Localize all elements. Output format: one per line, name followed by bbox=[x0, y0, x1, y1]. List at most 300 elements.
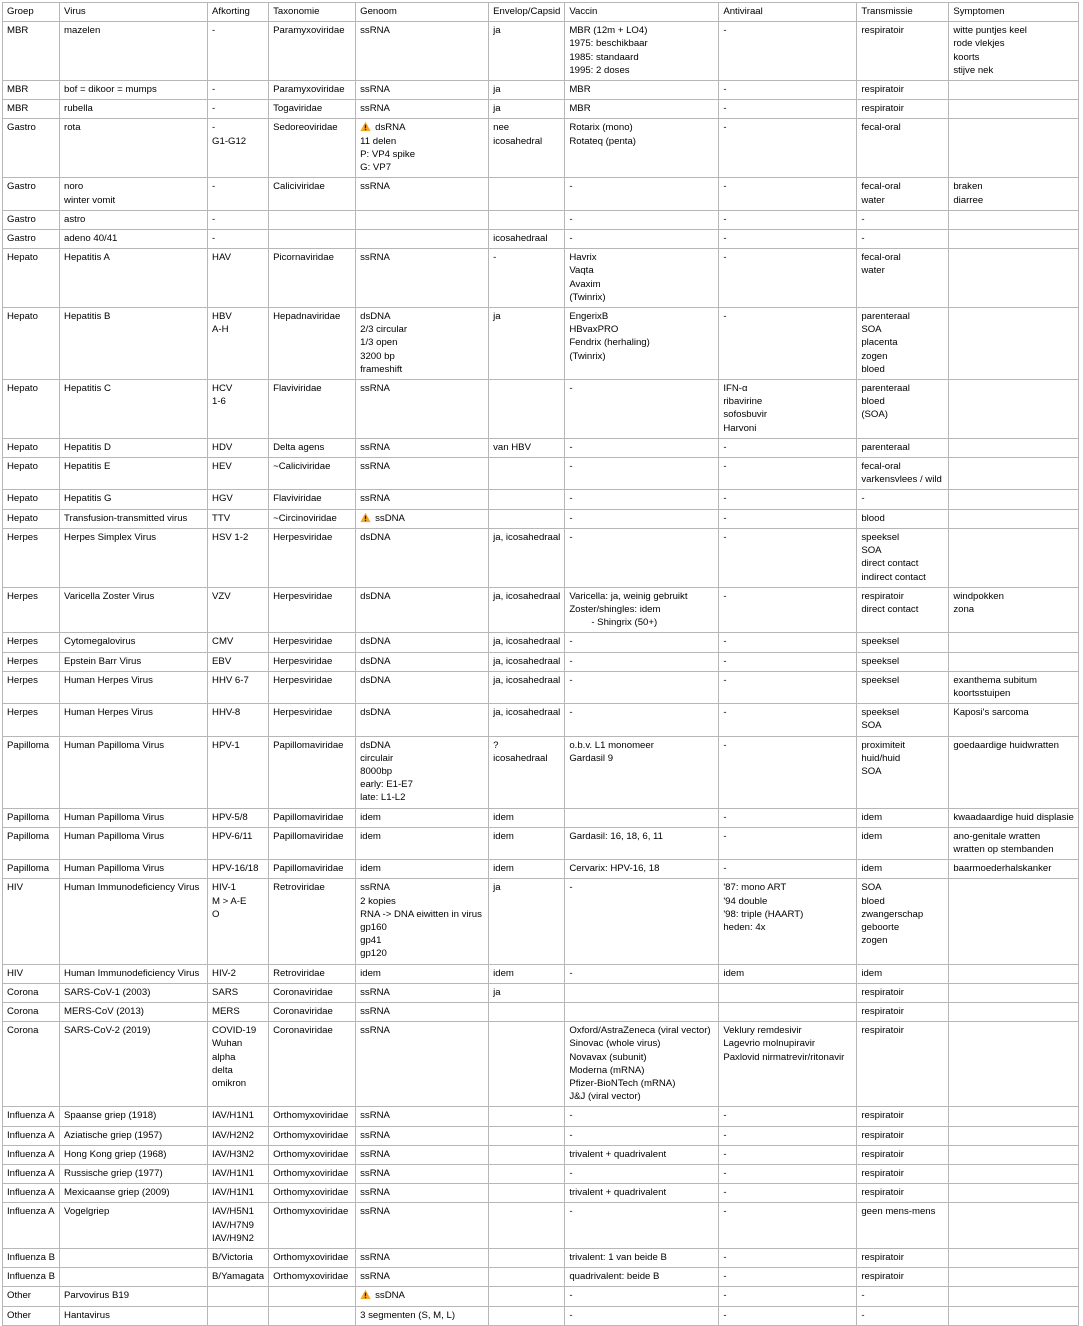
cell-symptoms bbox=[949, 230, 1079, 249]
cell-virus bbox=[60, 1107, 208, 1126]
cell-line: Papilloma bbox=[7, 830, 50, 842]
virus-table-container bbox=[2, 2, 1079, 1326]
cell-line: Influenza B bbox=[7, 1252, 56, 1264]
cell-line: - bbox=[569, 233, 573, 245]
cell-line: Influenza A bbox=[7, 1148, 55, 1160]
cell-line: winter vomit bbox=[64, 194, 116, 206]
cell-antiviral bbox=[719, 509, 857, 528]
cell-line: Herpes bbox=[7, 636, 38, 648]
cell-line: 11 delen bbox=[360, 135, 397, 147]
cell-line: Hepato bbox=[7, 252, 38, 264]
cell-line: - bbox=[723, 512, 727, 524]
cell-line: rode vlekjes bbox=[953, 38, 1005, 50]
column-header-antiviral: Antiviraal bbox=[719, 3, 857, 22]
cell-line: - bbox=[212, 233, 216, 245]
cell-group bbox=[3, 438, 60, 457]
cell-line: HAV bbox=[212, 252, 232, 264]
cell-line: Coronaviridae bbox=[273, 1025, 333, 1037]
cell-group bbox=[3, 119, 60, 178]
cell-line: Oxford/AstraZeneca (viral vector) bbox=[569, 1025, 711, 1037]
cell-genome bbox=[356, 178, 489, 210]
cell-genome bbox=[356, 438, 489, 457]
cell-abbreviation bbox=[208, 1184, 269, 1203]
cell-line: Other bbox=[7, 1290, 31, 1302]
cell-line: respiratoir bbox=[861, 1005, 904, 1017]
cell-genome bbox=[356, 736, 489, 808]
cell-transmission bbox=[857, 1287, 949, 1306]
cell-antiviral bbox=[719, 1107, 857, 1126]
cell-genome bbox=[356, 1107, 489, 1126]
cell-line: - bbox=[569, 181, 573, 193]
cell-virus bbox=[60, 1002, 208, 1021]
cell-genome bbox=[356, 964, 489, 983]
cell-vaccine bbox=[565, 1287, 719, 1306]
cell-line: CMV bbox=[212, 636, 234, 648]
cell-genome bbox=[356, 1184, 489, 1203]
cell-taxonomy bbox=[269, 652, 356, 671]
cell-group bbox=[3, 528, 60, 587]
table-row bbox=[3, 1184, 1079, 1203]
cell-line: - bbox=[569, 882, 573, 894]
cell-line: Transfusion-transmitted virus bbox=[64, 512, 188, 524]
cell-envelope-capsid bbox=[489, 1184, 565, 1203]
cell-line: - bbox=[723, 811, 727, 823]
cell-abbreviation bbox=[208, 1249, 269, 1268]
cell-transmission bbox=[857, 983, 949, 1002]
cell-line: Rotarix (mono) bbox=[569, 122, 633, 134]
cell-line: dsDNA bbox=[360, 674, 391, 686]
table-row bbox=[3, 964, 1079, 983]
cell-line: varkensvlees / wild bbox=[861, 474, 942, 486]
cell-taxonomy bbox=[269, 671, 356, 703]
table-row bbox=[3, 1107, 1079, 1126]
cell-transmission bbox=[857, 860, 949, 879]
cell-genome bbox=[356, 704, 489, 736]
cell-line: Flaviviridae bbox=[273, 383, 322, 395]
cell-line: - bbox=[569, 461, 573, 473]
cell-antiviral bbox=[719, 860, 857, 879]
cell-line: Mexicaanse griep (2009) bbox=[64, 1187, 170, 1199]
cell-virus bbox=[60, 1268, 208, 1287]
cell-line: IAV/H2N2 bbox=[212, 1129, 254, 1141]
cell-symptoms bbox=[949, 704, 1079, 736]
cell-transmission bbox=[857, 308, 949, 380]
cell-virus bbox=[60, 633, 208, 652]
cell-line: bloed bbox=[861, 396, 885, 408]
warning-icon bbox=[360, 1289, 371, 1300]
cell-line: Orthomyxoviridae bbox=[273, 1110, 349, 1122]
cell-line: EngerixB bbox=[569, 311, 609, 323]
cell-virus bbox=[60, 100, 208, 119]
cell-line: IAV/H3N2 bbox=[212, 1148, 254, 1160]
cell-line: idem bbox=[360, 967, 381, 979]
cell-antiviral bbox=[719, 1287, 857, 1306]
table-row bbox=[3, 983, 1079, 1002]
cell-line: - bbox=[723, 1206, 727, 1218]
cell-symptoms bbox=[949, 100, 1079, 119]
cell-genome bbox=[356, 1022, 489, 1107]
cell-envelope-capsid bbox=[489, 1249, 565, 1268]
cell-antiviral bbox=[719, 210, 857, 229]
cell-line: Influenza A bbox=[7, 1129, 55, 1141]
cell-line: geen mens-mens bbox=[861, 1206, 936, 1218]
cell-line: '87: mono ART bbox=[723, 882, 787, 894]
cell-antiviral bbox=[719, 1203, 857, 1249]
cell-virus bbox=[60, 860, 208, 879]
cell-taxonomy bbox=[269, 704, 356, 736]
cell-line: speeksel bbox=[861, 531, 900, 543]
cell-line: circulair bbox=[360, 752, 394, 764]
column-header-envelope-capsid: Envelop/Capsid bbox=[489, 3, 565, 22]
cell-virus bbox=[60, 81, 208, 100]
cell-line: ssRNA bbox=[360, 1187, 390, 1199]
cell-line: Corona bbox=[7, 1005, 39, 1017]
cell-vaccine bbox=[565, 1107, 719, 1126]
cell-transmission bbox=[857, 1268, 949, 1287]
cell-line: - bbox=[723, 252, 727, 264]
cell-line: koorts bbox=[953, 51, 980, 63]
cell-line: Gardasil: 16, 18, 6, 11 bbox=[569, 830, 663, 842]
cell-line: - bbox=[569, 383, 573, 395]
cell-antiviral bbox=[719, 528, 857, 587]
cell-virus bbox=[60, 879, 208, 964]
cell-taxonomy bbox=[269, 1002, 356, 1021]
column-header-genome: Genoom bbox=[356, 3, 489, 22]
cell-line: Lagevrio molnupiravir bbox=[723, 1038, 816, 1050]
cell-abbreviation bbox=[208, 1306, 269, 1325]
cell-line: HSV 1-2 bbox=[212, 531, 249, 543]
cell-transmission bbox=[857, 178, 949, 210]
cell-line: trivalent + quadrivalent bbox=[569, 1148, 667, 1160]
cell-group bbox=[3, 827, 60, 859]
cell-line: - bbox=[723, 213, 727, 225]
cell-line: Orthomyxoviridae bbox=[273, 1129, 349, 1141]
cell-line: Cytomegalovirus bbox=[64, 636, 136, 648]
cell-line: trivalent + quadrivalent bbox=[569, 1187, 667, 1199]
cell-envelope-capsid bbox=[489, 827, 565, 859]
cell-line: speeksel bbox=[861, 674, 900, 686]
cell-symptoms bbox=[949, 178, 1079, 210]
cell-vaccine bbox=[565, 1126, 719, 1145]
cell-virus bbox=[60, 249, 208, 308]
column-header-virus: Virus bbox=[60, 3, 208, 22]
cell-antiviral bbox=[719, 671, 857, 703]
cell-line: Hepato bbox=[7, 461, 38, 473]
cell-line: - bbox=[569, 967, 573, 979]
cell-line: zwangerschap bbox=[861, 908, 924, 920]
cell-line: Gastro bbox=[7, 181, 36, 193]
cell-line: gp160 bbox=[360, 921, 387, 933]
cell-symptoms bbox=[949, 249, 1079, 308]
cell-line: G: VP7 bbox=[360, 162, 392, 174]
cell-line: frameshift bbox=[360, 363, 403, 375]
table-row bbox=[3, 808, 1079, 827]
table-row bbox=[3, 528, 1079, 587]
cell-line: - bbox=[861, 1309, 865, 1321]
table-row bbox=[3, 490, 1079, 509]
cell-envelope-capsid bbox=[489, 860, 565, 879]
cell-line: respiratoir bbox=[861, 1187, 904, 1199]
cell-line: idem bbox=[493, 863, 514, 875]
cell-line: nee bbox=[493, 122, 510, 134]
cell-line: ja, icosahedraal bbox=[493, 707, 561, 719]
cell-line: - bbox=[569, 1110, 573, 1122]
cell-line: idem bbox=[493, 811, 514, 823]
cell-vaccine bbox=[565, 1145, 719, 1164]
cell-line: idem bbox=[360, 830, 381, 842]
table-row bbox=[3, 1249, 1079, 1268]
cell-envelope-capsid bbox=[489, 879, 565, 964]
cell-taxonomy bbox=[269, 1145, 356, 1164]
cell-envelope-capsid bbox=[489, 1287, 565, 1306]
cell-taxonomy bbox=[269, 509, 356, 528]
cell-line: ssRNA bbox=[360, 103, 390, 115]
cell-antiviral bbox=[719, 1268, 857, 1287]
cell-line: Herpes bbox=[7, 674, 38, 686]
table-row bbox=[3, 736, 1079, 808]
cell-abbreviation bbox=[208, 808, 269, 827]
cell-antiviral bbox=[719, 983, 857, 1002]
cell-line: Hepatitis A bbox=[64, 252, 110, 264]
cell-vaccine bbox=[565, 230, 719, 249]
cell-line: ssRNA bbox=[360, 1168, 390, 1180]
cell-line: Gastro bbox=[7, 233, 36, 245]
cell-line: respiratoir bbox=[861, 1129, 904, 1141]
cell-line: ~Circinoviridae bbox=[273, 512, 337, 524]
cell-line: MBR bbox=[7, 25, 29, 37]
cell-taxonomy bbox=[269, 1165, 356, 1184]
cell-abbreviation bbox=[208, 879, 269, 964]
cell-taxonomy bbox=[269, 458, 356, 490]
cell-envelope-capsid bbox=[489, 633, 565, 652]
cell-envelope-capsid bbox=[489, 100, 565, 119]
cell-symptoms bbox=[949, 1184, 1079, 1203]
cell-virus bbox=[60, 587, 208, 633]
cell-line: respiratoir bbox=[861, 84, 904, 96]
cell-line: respiratoir bbox=[861, 103, 904, 115]
cell-line: Orthomyxoviridae bbox=[273, 1187, 349, 1199]
cell-transmission bbox=[857, 380, 949, 439]
cell-line: Hepato bbox=[7, 383, 38, 395]
cell-envelope-capsid bbox=[489, 1022, 565, 1107]
cell-virus bbox=[60, 119, 208, 178]
cell-line: Moderna (mRNA) bbox=[569, 1064, 645, 1076]
cell-transmission bbox=[857, 22, 949, 81]
cell-taxonomy bbox=[269, 1107, 356, 1126]
table-row bbox=[3, 827, 1079, 859]
cell-line: ssRNA bbox=[360, 1110, 390, 1122]
column-header-symptoms: Symptomen bbox=[949, 3, 1079, 22]
table-row bbox=[3, 652, 1079, 671]
cell-line: rubella bbox=[64, 103, 93, 115]
cell-line: ja bbox=[493, 986, 501, 998]
cell-symptoms bbox=[949, 528, 1079, 587]
cell-envelope-capsid bbox=[489, 1203, 565, 1249]
cell-line: ssRNA bbox=[360, 1148, 390, 1160]
cell-symptoms bbox=[949, 671, 1079, 703]
cell-antiviral bbox=[719, 1249, 857, 1268]
cell-abbreviation bbox=[208, 1165, 269, 1184]
cell-line: SOA bbox=[861, 720, 882, 732]
table-row bbox=[3, 879, 1079, 964]
cell-group bbox=[3, 879, 60, 964]
cell-line: respiratoir bbox=[861, 986, 904, 998]
cell-antiviral bbox=[719, 230, 857, 249]
cell-genome bbox=[356, 1165, 489, 1184]
cell-line: '98: triple (HAART) bbox=[723, 908, 804, 920]
cell-taxonomy bbox=[269, 249, 356, 308]
cell-group bbox=[3, 230, 60, 249]
cell-antiviral bbox=[719, 119, 857, 178]
cell-symptoms bbox=[949, 736, 1079, 808]
cell-abbreviation bbox=[208, 380, 269, 439]
cell-line: fecal-oral bbox=[861, 122, 901, 134]
cell-group bbox=[3, 1107, 60, 1126]
cell-genome bbox=[356, 1145, 489, 1164]
cell-line: zogen bbox=[861, 350, 888, 362]
cell-line: - bbox=[723, 1252, 727, 1264]
cell-transmission bbox=[857, 509, 949, 528]
cell-group bbox=[3, 1306, 60, 1325]
cell-line: Human Papilloma Virus bbox=[64, 739, 165, 751]
cell-line: ssRNA bbox=[360, 252, 390, 264]
cell-genome bbox=[356, 210, 489, 229]
cell-line: - bbox=[723, 84, 727, 96]
cell-line: water bbox=[861, 194, 885, 206]
cell-group bbox=[3, 1126, 60, 1145]
cell-line: - bbox=[723, 493, 727, 505]
cell-symptoms bbox=[949, 1306, 1079, 1325]
cell-symptoms bbox=[949, 879, 1079, 964]
column-header-abbreviation: Afkorting bbox=[208, 3, 269, 22]
cell-genome bbox=[356, 1126, 489, 1145]
cell-line: Paramyxoviridae bbox=[273, 84, 345, 96]
cell-vaccine bbox=[565, 964, 719, 983]
table-row bbox=[3, 81, 1079, 100]
cell-line: Influenza A bbox=[7, 1168, 55, 1180]
cell-line: ssRNA bbox=[360, 441, 390, 453]
cell-line: Parvovirus B19 bbox=[64, 1290, 130, 1302]
cell-line: quadrivalent: beide B bbox=[569, 1271, 660, 1283]
cell-envelope-capsid bbox=[489, 308, 565, 380]
cell-antiviral bbox=[719, 308, 857, 380]
cell-line: kwaadaardige huid displasie bbox=[953, 811, 1074, 823]
cell-antiviral bbox=[719, 81, 857, 100]
cell-line: J&J (viral vector) bbox=[569, 1091, 641, 1103]
cell-genome bbox=[356, 81, 489, 100]
cell-transmission bbox=[857, 1107, 949, 1126]
cell-line: - bbox=[569, 636, 573, 648]
cell-line: indirect contact bbox=[861, 571, 926, 583]
cell-line: idem bbox=[493, 967, 514, 979]
cell-virus bbox=[60, 652, 208, 671]
cell-line: idem bbox=[360, 811, 381, 823]
cell-genome bbox=[356, 827, 489, 859]
cell-transmission bbox=[857, 1165, 949, 1184]
cell-line: respiratoir bbox=[861, 25, 904, 37]
cell-line: Herpes bbox=[7, 707, 38, 719]
cell-antiviral bbox=[719, 100, 857, 119]
table-row bbox=[3, 458, 1079, 490]
table-row bbox=[3, 1126, 1079, 1145]
cell-line: ssDNA bbox=[360, 512, 484, 525]
cell-transmission bbox=[857, 210, 949, 229]
cell-group bbox=[3, 490, 60, 509]
cell-line: Zoster/shingles: idem bbox=[569, 603, 661, 615]
cell-envelope-capsid bbox=[489, 22, 565, 81]
cell-line: - bbox=[723, 674, 727, 686]
cell-envelope-capsid bbox=[489, 230, 565, 249]
virus-overview-table bbox=[2, 2, 1079, 1326]
cell-line: zona bbox=[953, 603, 975, 615]
cell-vaccine bbox=[565, 1249, 719, 1268]
cell-line: - bbox=[723, 1271, 727, 1283]
cell-genome bbox=[356, 308, 489, 380]
cell-vaccine bbox=[565, 652, 719, 671]
cell-virus bbox=[60, 1287, 208, 1306]
cell-line: SARS-CoV-2 (2019) bbox=[64, 1025, 151, 1037]
cell-transmission bbox=[857, 249, 949, 308]
cell-line: - bbox=[212, 103, 216, 115]
cell-line: Hantavirus bbox=[64, 1309, 110, 1321]
cell-envelope-capsid bbox=[489, 808, 565, 827]
cell-line: - bbox=[861, 213, 865, 225]
cell-line: HIV-1 bbox=[212, 882, 237, 894]
cell-vaccine bbox=[565, 490, 719, 509]
cell-line: respiratoir bbox=[861, 1148, 904, 1160]
cell-line: - bbox=[723, 830, 727, 842]
cell-line: MBR bbox=[569, 84, 591, 96]
cell-line: RNA -> DNA eiwitten in virus bbox=[360, 908, 482, 920]
cell-line: - bbox=[212, 25, 216, 37]
cell-line: ssRNA bbox=[360, 1271, 390, 1283]
table-row bbox=[3, 178, 1079, 210]
cell-line: Paxlovid nirmatrevir/ritonavir bbox=[723, 1051, 845, 1063]
cell-line: Gardasil 9 bbox=[569, 752, 614, 764]
table-row bbox=[3, 587, 1079, 633]
cell-abbreviation bbox=[208, 736, 269, 808]
cell-line: ssRNA bbox=[360, 25, 390, 37]
cell-taxonomy bbox=[269, 1306, 356, 1325]
cell-line: ssRNA bbox=[360, 461, 390, 473]
cell-vaccine bbox=[565, 178, 719, 210]
cell-vaccine bbox=[565, 22, 719, 81]
cell-line: astro bbox=[64, 213, 86, 225]
cell-line: - bbox=[723, 590, 727, 602]
cell-line: - bbox=[723, 181, 727, 193]
cell-group bbox=[3, 1268, 60, 1287]
cell-line: - bbox=[569, 674, 573, 686]
cell-vaccine bbox=[565, 633, 719, 652]
cell-abbreviation bbox=[208, 704, 269, 736]
cell-group bbox=[3, 22, 60, 81]
cell-symptoms bbox=[949, 308, 1079, 380]
cell-line: idem bbox=[723, 967, 745, 979]
cell-group bbox=[3, 1145, 60, 1164]
cell-line: - bbox=[723, 25, 727, 37]
cell-genome bbox=[356, 380, 489, 439]
cell-line: - bbox=[569, 493, 573, 505]
cell-genome bbox=[356, 879, 489, 964]
cell-genome bbox=[356, 652, 489, 671]
cell-genome bbox=[356, 249, 489, 308]
cell-line: ssRNA bbox=[360, 1025, 390, 1037]
cell-line: ? bbox=[493, 739, 499, 751]
cell-transmission bbox=[857, 1184, 949, 1203]
cell-line: Havrix bbox=[569, 252, 597, 264]
cell-line: Human Herpes Virus bbox=[64, 707, 153, 719]
cell-line: ssRNA bbox=[360, 383, 390, 395]
